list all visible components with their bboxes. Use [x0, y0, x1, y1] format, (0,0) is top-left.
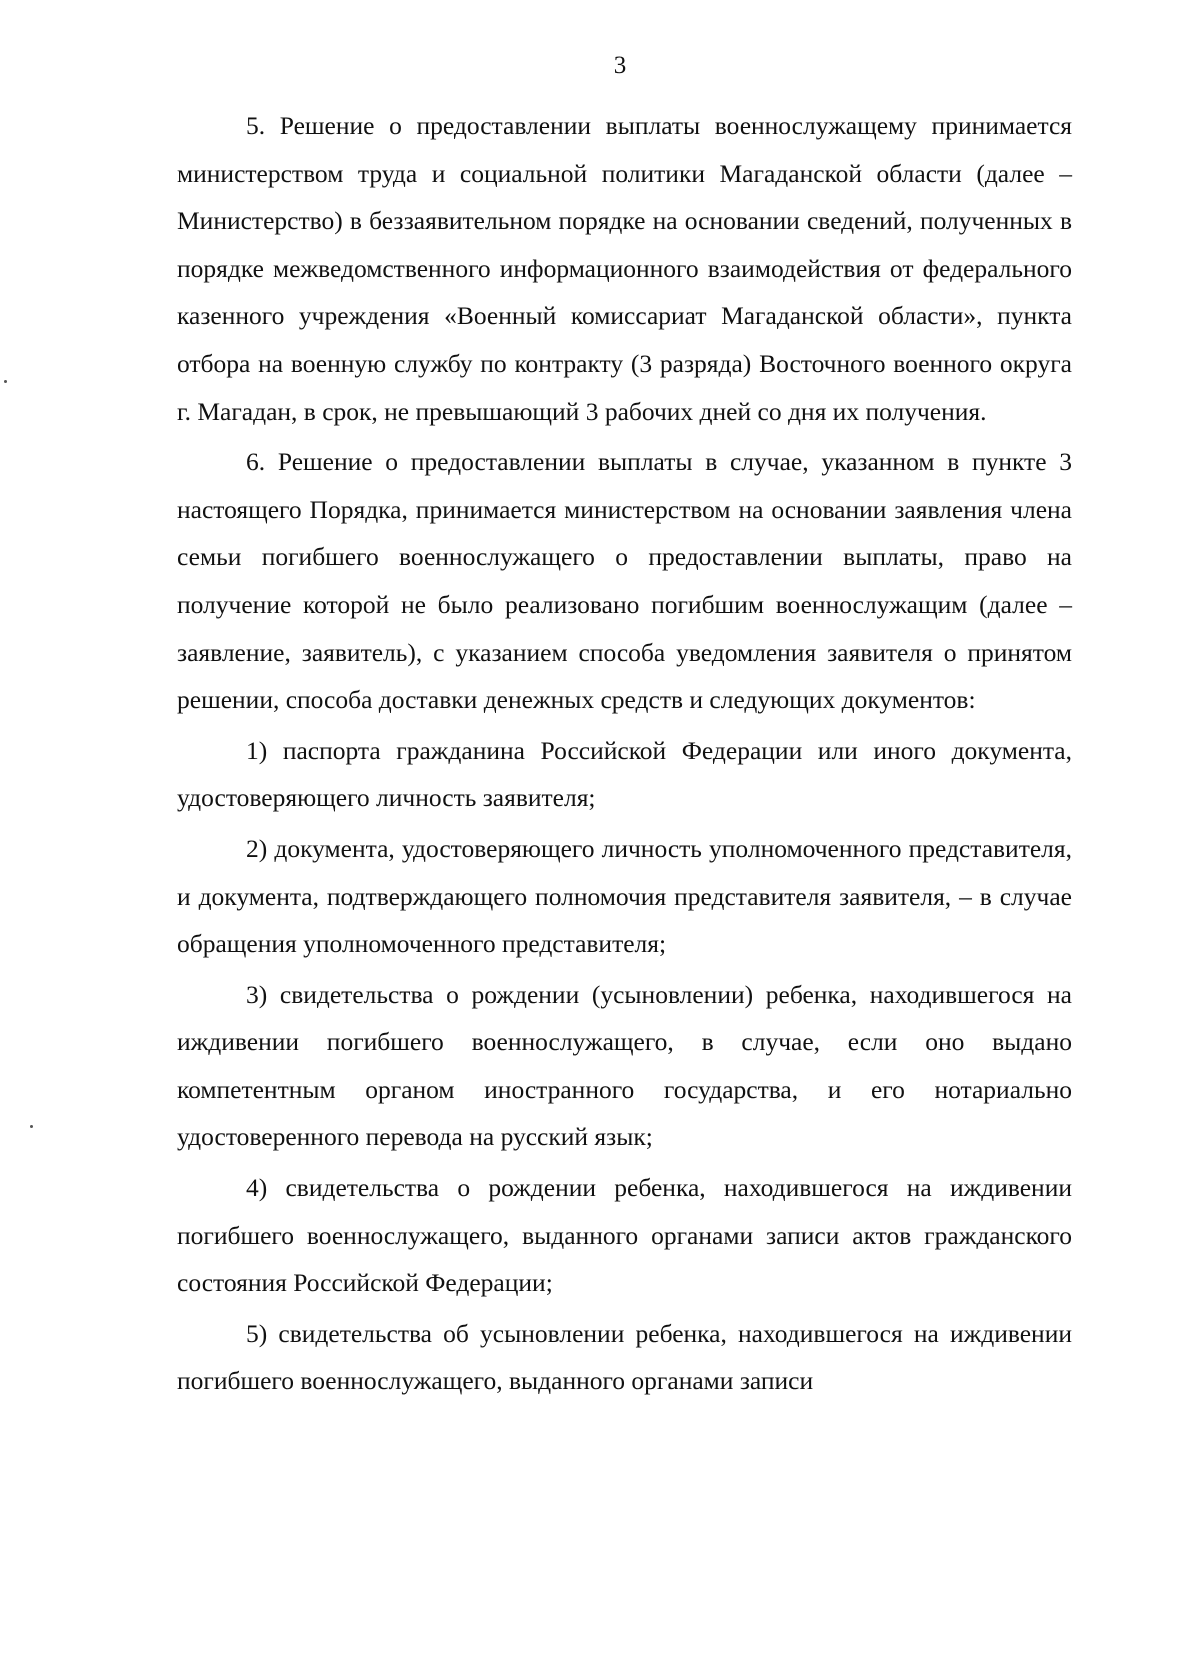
document-body — [177, 102, 1072, 1405]
list-item-2: 2) документа, удостоверяющего личность уполномоченного представителя, и документа, подтверждающего полномочия представителя заявителя, – в случае обращения уполномоченного представителя; — [177, 833, 1072, 959]
list-item-5: 5) свидетельства об усыновлении ребенка, находившегося на иждивении погибшего военнослужащего, выданного органами записи — [177, 1318, 1072, 1396]
scan-speck — [4, 380, 7, 383]
paragraph-5: 5. Решение о предоставлении выплаты военнослужащему принимается министерством труда и социальной политики Магаданской области (далее – Министерство) в беззаявительном порядке на основании сведений, полученных в порядке межведомственного информационного взаимодействия от федерального казенного учреждения «Военный комиссариат Магаданской области», пункта отбора на военную службу по контракту (3 разряда) Восточного военного округа г. Магадан, в срок, не превышающий 3 рабочих дней со дня их получения. — [177, 111, 1072, 426]
list-item-3: 3) свидетельства о рождении (усыновлении) ребенка, находившегося на иждивении погибшего военнослужащего, в случае, если оно выдано компетентным органом иностранного государства, и его нотариально удостоверенного перевода на русский язык; — [177, 979, 1072, 1152]
list-item-4: 4) свидетельства о рождении ребенка, находившегося на иждивении погибшего военнослужащего, выданного органами записи актов гражданского состояния Российской Федерации; — [177, 1173, 1072, 1298]
list-item-1: 1) паспорта гражданина Российской Федерации или иного документа, удостоверяющего личность заявителя; — [177, 735, 1072, 813]
paragraph-6: 6. Решение о предоставлении выплаты в случае, указанном в пункте 3 настоящего Порядка, принимается министерством на основании заявления члена семьи погибшего военнослужащего о предоставлении выплаты, право на получение которой не было реализовано погибшим военнослужащим (далее – заявление, заявитель), с указанием способа уведомления заявителя о принятом решении, способа доставки денежных средств и следующих документов: — [177, 447, 1072, 715]
page-number: 3 — [613, 52, 627, 79]
scan-speck — [30, 1125, 33, 1128]
